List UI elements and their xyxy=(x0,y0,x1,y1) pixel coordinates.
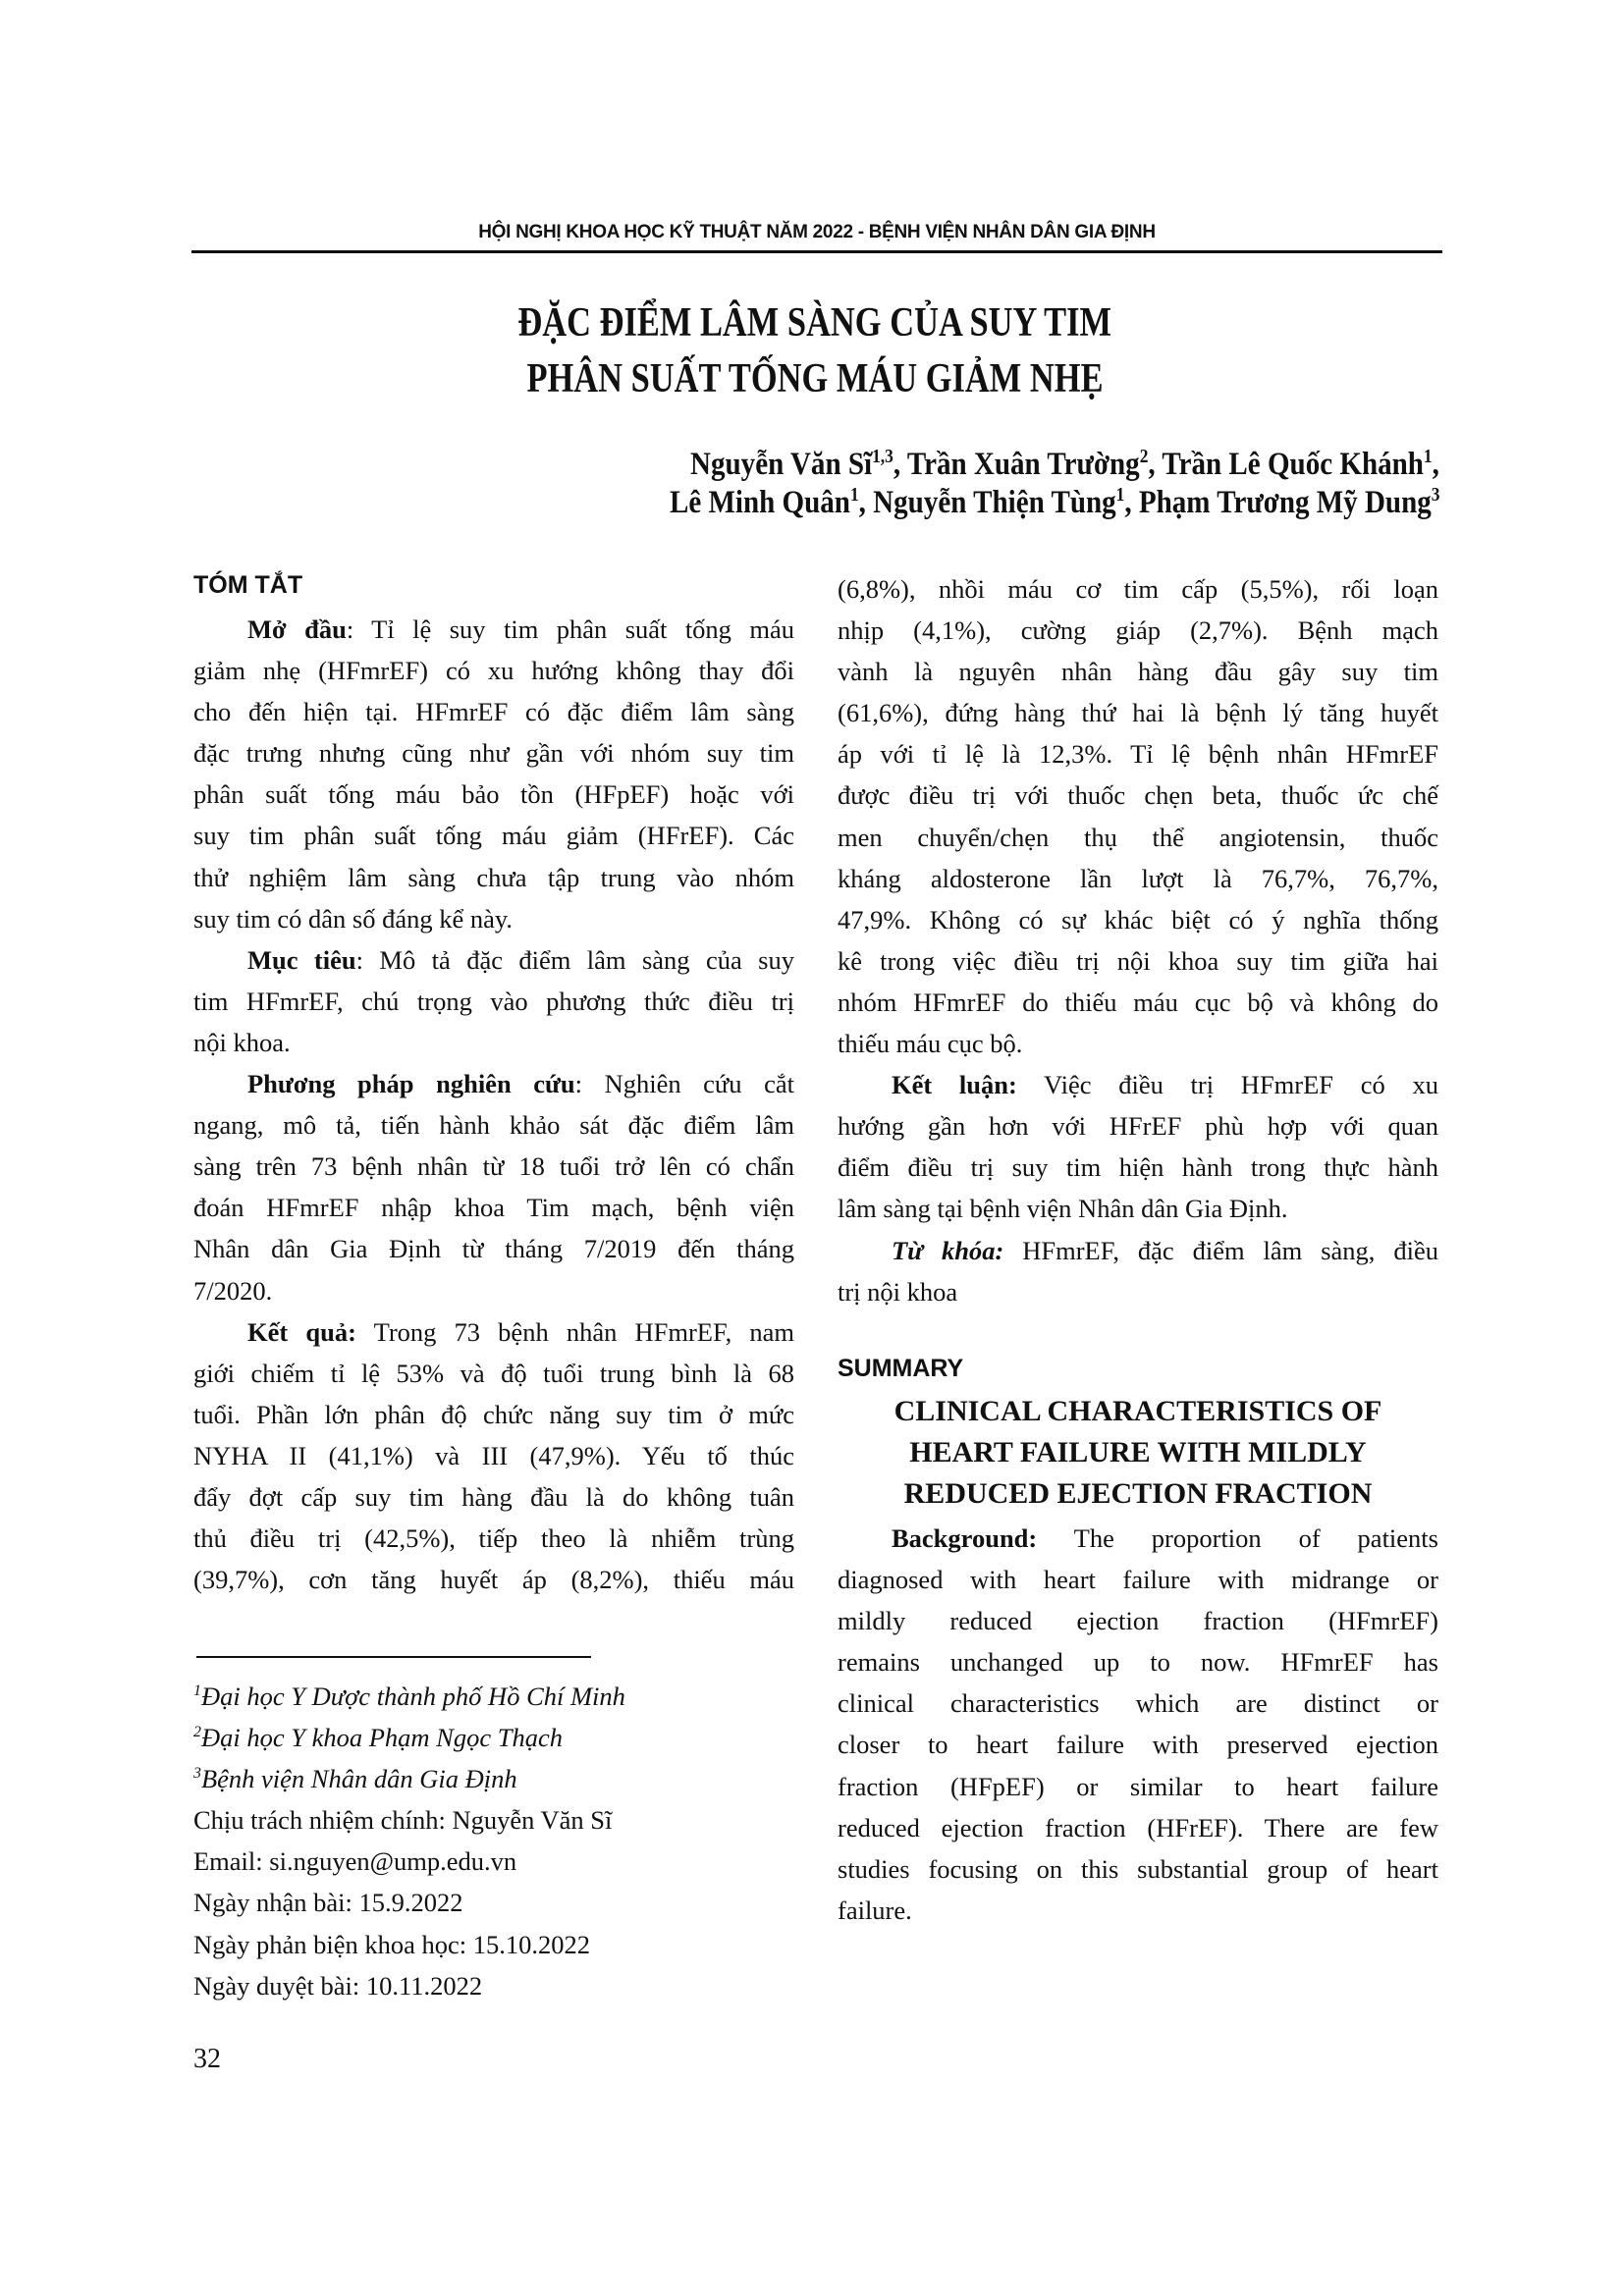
summary-column xyxy=(838,1518,1438,1931)
text-line xyxy=(838,1848,1438,1890)
article-title-line-2 xyxy=(324,355,1306,402)
line-text: HFmrEF, đặc điểm lâm sàng, điều xyxy=(1003,1235,1438,1265)
line-text: phân suất tống máu bảo tồn (HFpEF) hoặc với xyxy=(193,779,794,810)
text-line xyxy=(193,1146,794,1187)
author-affiliation-sup: 2 xyxy=(1139,446,1149,467)
text-line xyxy=(838,1559,1438,1600)
text-line xyxy=(193,815,794,856)
line-text: Trong 73 bệnh nhân HFmrEF, nam xyxy=(355,1316,795,1347)
english-title-line: REDUCED EJECTION FRACTION xyxy=(903,1477,1373,1511)
author-separator: , xyxy=(893,447,907,482)
paragraph-lead: Kết quả: xyxy=(247,1316,356,1347)
text-line xyxy=(193,1187,794,1228)
text-line xyxy=(193,1228,794,1269)
paragraph-lead: Background: xyxy=(892,1523,1038,1553)
author-separator: , xyxy=(1148,447,1163,482)
line-text: NYHA II (41,1%) và III (47,9%). Yếu tố thúc xyxy=(193,1440,794,1470)
line-text: tim HFmrEF, chú trọng vào phương thức điều trị xyxy=(193,986,794,1016)
text-line xyxy=(838,733,1438,774)
text-line xyxy=(193,1022,794,1063)
line-text: tuổi. Phần lớn phân độ chức năng suy tim ở mức xyxy=(193,1399,794,1429)
line-text: đặc trưng nhưng cũng như gần với nhóm suy tim xyxy=(193,738,794,769)
line-text: thử nghiệm lâm sàng chưa tập trung vào nhóm xyxy=(193,862,794,892)
author-name: Nguyễn Văn Sĩ xyxy=(690,447,873,482)
line-text: suy tim phân suất tống máu giảm (HFrEF). Các xyxy=(193,821,794,851)
text-line xyxy=(838,1064,1438,1105)
article-info-line: Ngày duyệt bài: 10.11.2022 xyxy=(193,1970,483,2001)
paragraph-lead: Phương pháp nghiên cứu xyxy=(247,1069,575,1099)
author-separator: , xyxy=(858,485,873,520)
text-line xyxy=(838,1724,1438,1765)
text-line xyxy=(838,1271,1438,1312)
line-text: thủ điều trị (42,5%), tiếp theo là nhiễm trùng xyxy=(193,1523,794,1554)
text-line xyxy=(193,1518,794,1559)
text-line xyxy=(838,1230,1438,1271)
line-text: fraction (HFpEF) or similar to heart failure xyxy=(838,1771,1438,1801)
text-line xyxy=(838,1600,1438,1641)
author-affiliation-sup: 1,3 xyxy=(872,446,893,467)
article-info-line: Ngày nhận bài: 15.9.2022 xyxy=(193,1888,463,1918)
article-info-line: Ngày phản biện khoa học: 15.10.2022 xyxy=(193,1929,591,1959)
affiliation-text: Đại học Y Dược thành phố Hồ Chí Minh xyxy=(200,1682,625,1711)
line-text: remains unchanged up to now. HFmrEF has xyxy=(838,1647,1438,1678)
authors-line-1 xyxy=(588,447,1439,483)
text-line xyxy=(838,899,1438,940)
author-affiliation-sup: 3 xyxy=(1431,484,1439,506)
text-line xyxy=(838,1807,1438,1848)
abstract-left-column xyxy=(193,609,794,1600)
text-line xyxy=(193,1063,794,1104)
text-line xyxy=(838,692,1438,733)
text-line xyxy=(193,1476,794,1518)
author-name: Lê Minh Quân xyxy=(669,485,850,520)
text-line xyxy=(838,1890,1438,1931)
line-text: giới chiếm tỉ lệ 53% và độ tuổi trung bình là 68 xyxy=(193,1358,794,1388)
author-name: Trần Lê Quốc Khánh xyxy=(1162,447,1425,482)
author-separator: , xyxy=(1432,447,1439,482)
line-text: reduced ejection fraction (HFrEF). There are few xyxy=(838,1812,1438,1842)
line-text: 47,9%. Không có sự khác biệt có ý nghĩa thống xyxy=(838,904,1438,934)
line-text: mildly reduced ejection fraction (HFmrEF) xyxy=(838,1606,1438,1636)
affiliation-text: Đại học Y khoa Phạm Ngọc Thạch xyxy=(200,1723,563,1753)
author-name: Nguyễn Thiện Tùng xyxy=(872,485,1116,520)
header-divider xyxy=(191,250,1442,253)
affiliation-number: 2 xyxy=(193,1724,201,1741)
line-text: nhịp (4,1%), cường giáp (2,7%). Bệnh mạch xyxy=(838,615,1438,646)
english-title-line: CLINICAL CHARACTERISTICS OF xyxy=(893,1395,1382,1427)
text-line xyxy=(193,1353,794,1394)
abstract-heading: TÓM TẮT xyxy=(193,571,303,599)
text-line xyxy=(838,982,1438,1023)
text-line xyxy=(838,651,1438,692)
text-line xyxy=(838,774,1438,816)
line-text: (39,7%), cơn tăng huyết áp (8,2%), thiếu máu xyxy=(193,1565,794,1595)
text-line xyxy=(193,732,794,774)
footnote-divider xyxy=(196,1656,591,1658)
line-text: Nhân dân Gia Định từ tháng 7/2019 đến tháng xyxy=(193,1234,794,1264)
title-text: PHÂN SUẤT TỐNG MÁU GIẢM NHẸ xyxy=(526,356,1104,401)
line-text: : Mô tả đặc điểm lâm sàng của suy xyxy=(355,944,794,975)
line-text: cho đến hiện tại. HFmrEF có đặc điểm lâm sàng xyxy=(193,697,794,727)
footnotes xyxy=(193,1676,625,2006)
paragraph-lead: Mở đầu xyxy=(247,614,347,644)
line-text: : Nghiên cứu cắt xyxy=(574,1069,794,1099)
text-line xyxy=(193,650,794,691)
line-text: trị nội khoa xyxy=(838,1276,958,1307)
text-line xyxy=(193,898,794,939)
line-text: vành là nguyên nhân hàng đầu gây suy tim xyxy=(838,657,1438,687)
text-line xyxy=(838,568,1438,610)
line-text: 7/2020. xyxy=(193,1275,273,1306)
line-text: closer to heart failure with preserved ejection xyxy=(838,1730,1438,1760)
text-line xyxy=(838,1188,1438,1229)
title-text: ĐẶC ĐIỂM LÂM SÀNG CỦA SUY TIM xyxy=(517,300,1112,346)
text-line xyxy=(193,609,794,650)
article-info-line: Email: si.nguyen@ump.edu.vn xyxy=(193,1846,517,1877)
affiliation-text: Bệnh viện Nhân dân Gia Định xyxy=(200,1764,517,1794)
text-line xyxy=(838,1147,1438,1188)
text-line xyxy=(193,1435,794,1476)
affiliation-number: 1 xyxy=(193,1682,201,1700)
text-line xyxy=(838,940,1438,982)
line-text: : Tỉ lệ suy tim phân suất tống máu xyxy=(346,614,794,644)
text-line xyxy=(838,1105,1438,1147)
english-title-line: HEART FAILURE WITH MILDLY xyxy=(909,1436,1367,1469)
text-line xyxy=(193,691,794,732)
page-number: 32 xyxy=(193,2044,221,2074)
author-name: Phạm Trương Mỹ Dung xyxy=(1138,485,1432,520)
article-title-line-1 xyxy=(324,299,1306,347)
author-separator: , xyxy=(1123,485,1139,520)
text-line xyxy=(193,1270,794,1311)
line-text: nội khoa. xyxy=(193,1027,291,1057)
line-text: men chuyển/chẹn thụ thể angiotensin, thuốc xyxy=(838,822,1438,852)
running-header: HỘI NGHỊ KHOA HỌC KỸ THUẬT NĂM 2022 - BỆNH VIỆN NHÂN DÂN GIA ĐỊNH xyxy=(478,222,1156,242)
text-line xyxy=(838,1682,1438,1724)
line-text: ngang, mô tả, tiến hành khảo sát đặc điểm lâm xyxy=(193,1110,794,1141)
english-title xyxy=(838,1391,1438,1515)
text-line xyxy=(193,939,794,981)
paragraph-lead: Kết luận: xyxy=(892,1070,1017,1100)
line-text: (61,6%), đứng hàng thứ hai là bệnh lý tăng huyết xyxy=(838,698,1438,728)
line-text: sàng trên 73 bệnh nhân từ 18 tuổi trở lên có chẩn xyxy=(193,1151,794,1182)
affiliation-number: 3 xyxy=(193,1765,201,1783)
paragraph-lead: Mục tiêu xyxy=(247,944,356,975)
line-text: suy tim có dân số đáng kể này. xyxy=(193,903,514,934)
line-text: điểm điều trị suy tim hiện hành trong thực hành xyxy=(838,1152,1438,1183)
text-line xyxy=(838,1023,1438,1064)
authors-line-2 xyxy=(565,485,1439,521)
line-text: kháng aldosterone lần lượt là 76,7%, 76,7%, xyxy=(838,863,1438,893)
text-line xyxy=(838,1518,1438,1559)
line-text: được điều trị với thuốc chẹn beta, thuốc ức chế xyxy=(838,780,1438,811)
author-affiliation-sup: 1 xyxy=(1115,484,1124,506)
line-text: studies focusing on this substantial group of heart xyxy=(838,1853,1438,1884)
text-line xyxy=(838,1766,1438,1807)
author-name: Trần Xuân Trường xyxy=(906,447,1140,482)
text-line xyxy=(838,817,1438,858)
line-text: áp với tỉ lệ là 12,3%. Tỉ lệ bệnh nhân HFmrEF xyxy=(838,739,1438,770)
author-affiliation-sup: 1 xyxy=(1424,446,1433,467)
article-info-line: Chịu trách nhiệm chính: Nguyễn Văn Sĩ xyxy=(193,1805,613,1836)
line-text: nhóm HFmrEF do thiếu máu cục bộ và không do xyxy=(838,987,1438,1017)
line-text: kê trong việc điều trị nội khoa suy tim giữa hai xyxy=(838,945,1438,976)
affiliation-footnote xyxy=(193,1717,625,1758)
line-text: hướng gần hơn với HFrEF phù hợp với quan xyxy=(838,1111,1438,1142)
line-text: failure. xyxy=(838,1895,912,1925)
text-line xyxy=(193,981,794,1022)
text-line xyxy=(193,1394,794,1435)
paragraph-lead: Từ khóa: xyxy=(892,1235,1004,1265)
line-text: (6,8%), nhồi máu cơ tim cấp (5,5%), rối loạn xyxy=(838,574,1438,604)
affiliation-footnote xyxy=(193,1758,625,1799)
summary-heading: SUMMARY xyxy=(838,1355,964,1382)
text-line xyxy=(838,1641,1438,1682)
line-text: diagnosed with heart failure with midrange or xyxy=(838,1565,1438,1595)
line-text: giảm nhẹ (HFmrEF) có xu hướng không thay đổi xyxy=(193,656,794,686)
line-text: đoán HFmrEF nhập khoa Tim mạch, bệnh viện xyxy=(193,1193,794,1223)
affiliation-footnote xyxy=(193,1676,625,1717)
abstract-right-column xyxy=(838,568,1438,1312)
line-text: lâm sàng tại bệnh viện Nhân dân Gia Định. xyxy=(838,1194,1288,1224)
author-affiliation-sup: 1 xyxy=(849,484,859,506)
text-line xyxy=(193,1104,794,1146)
text-line xyxy=(193,1559,794,1600)
line-text: Việc điều trị HFmrEF có xu xyxy=(1016,1070,1438,1100)
text-line xyxy=(193,1311,794,1353)
text-line xyxy=(838,858,1438,899)
line-text: The proportion of patients xyxy=(1037,1523,1438,1553)
line-text: clinical characteristics which are distinct or xyxy=(838,1688,1438,1719)
line-text: thiếu máu cục bộ. xyxy=(838,1029,1023,1059)
line-text: đẩy đợt cấp suy tim hàng đầu là do không tuân xyxy=(193,1481,794,1512)
text-line xyxy=(193,857,794,898)
text-line xyxy=(838,610,1438,651)
text-line xyxy=(193,774,794,815)
